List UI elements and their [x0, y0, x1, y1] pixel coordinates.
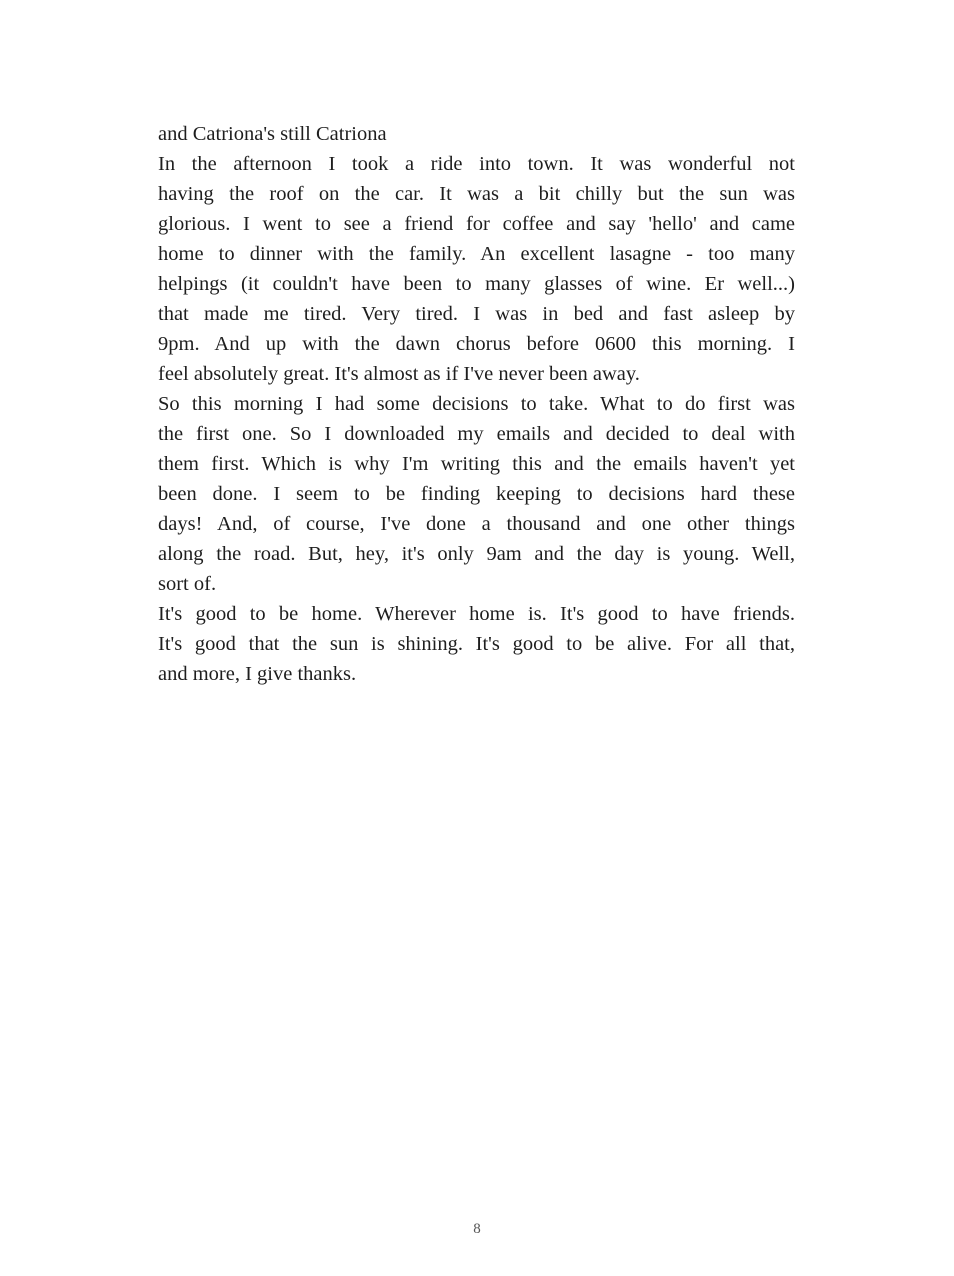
text-line: along the road. But, hey, it's only 9am and the day is young. Well, [158, 543, 795, 565]
text-line: and more, I give thanks. [158, 663, 357, 685]
text-line: So this morning I had some decisions to take. What to do first was [158, 393, 795, 415]
text-line: having the roof on the car. It was a bit chilly but the sun was [158, 183, 795, 205]
text-line: helpings (it couldn't have been to many glasses of wine. Er well...) [158, 273, 795, 295]
text-line: them first. Which is why I'm writing this and the emails haven't yet [158, 453, 795, 475]
text-line: been done. I seem to be finding keeping to decisions hard these [158, 483, 795, 505]
text-line: the first one. So I downloaded my emails and decided to deal with [158, 423, 795, 445]
page-number: 8 [473, 1221, 481, 1237]
text-line: feel absolutely great. It's almost as if I've never been away. [158, 363, 640, 385]
text-line: In the afternoon I took a ride into town. It was wonderful not [158, 153, 795, 175]
text-line: home to dinner with the family. An excellent lasagne - too many [158, 243, 795, 265]
text-line: It's good that the sun is shining. It's good to be alive. For all that, [158, 633, 795, 655]
text-line: and Catriona's still Catriona [158, 123, 387, 145]
text-line: glorious. I went to see a friend for coffee and say 'hello' and came [158, 213, 795, 235]
text-line: that made me tired. Very tired. I was in bed and fast asleep by [158, 303, 795, 325]
text-line: 9pm. And up with the dawn chorus before 0600 this morning. I [158, 333, 795, 355]
text-line: sort of. [158, 573, 217, 595]
text-line: It's good to be home. Wherever home is. It's good to have friends. [158, 603, 795, 625]
text-line: days! And, of course, I've done a thousand and one other things [158, 513, 795, 535]
body-text [158, 119, 795, 689]
